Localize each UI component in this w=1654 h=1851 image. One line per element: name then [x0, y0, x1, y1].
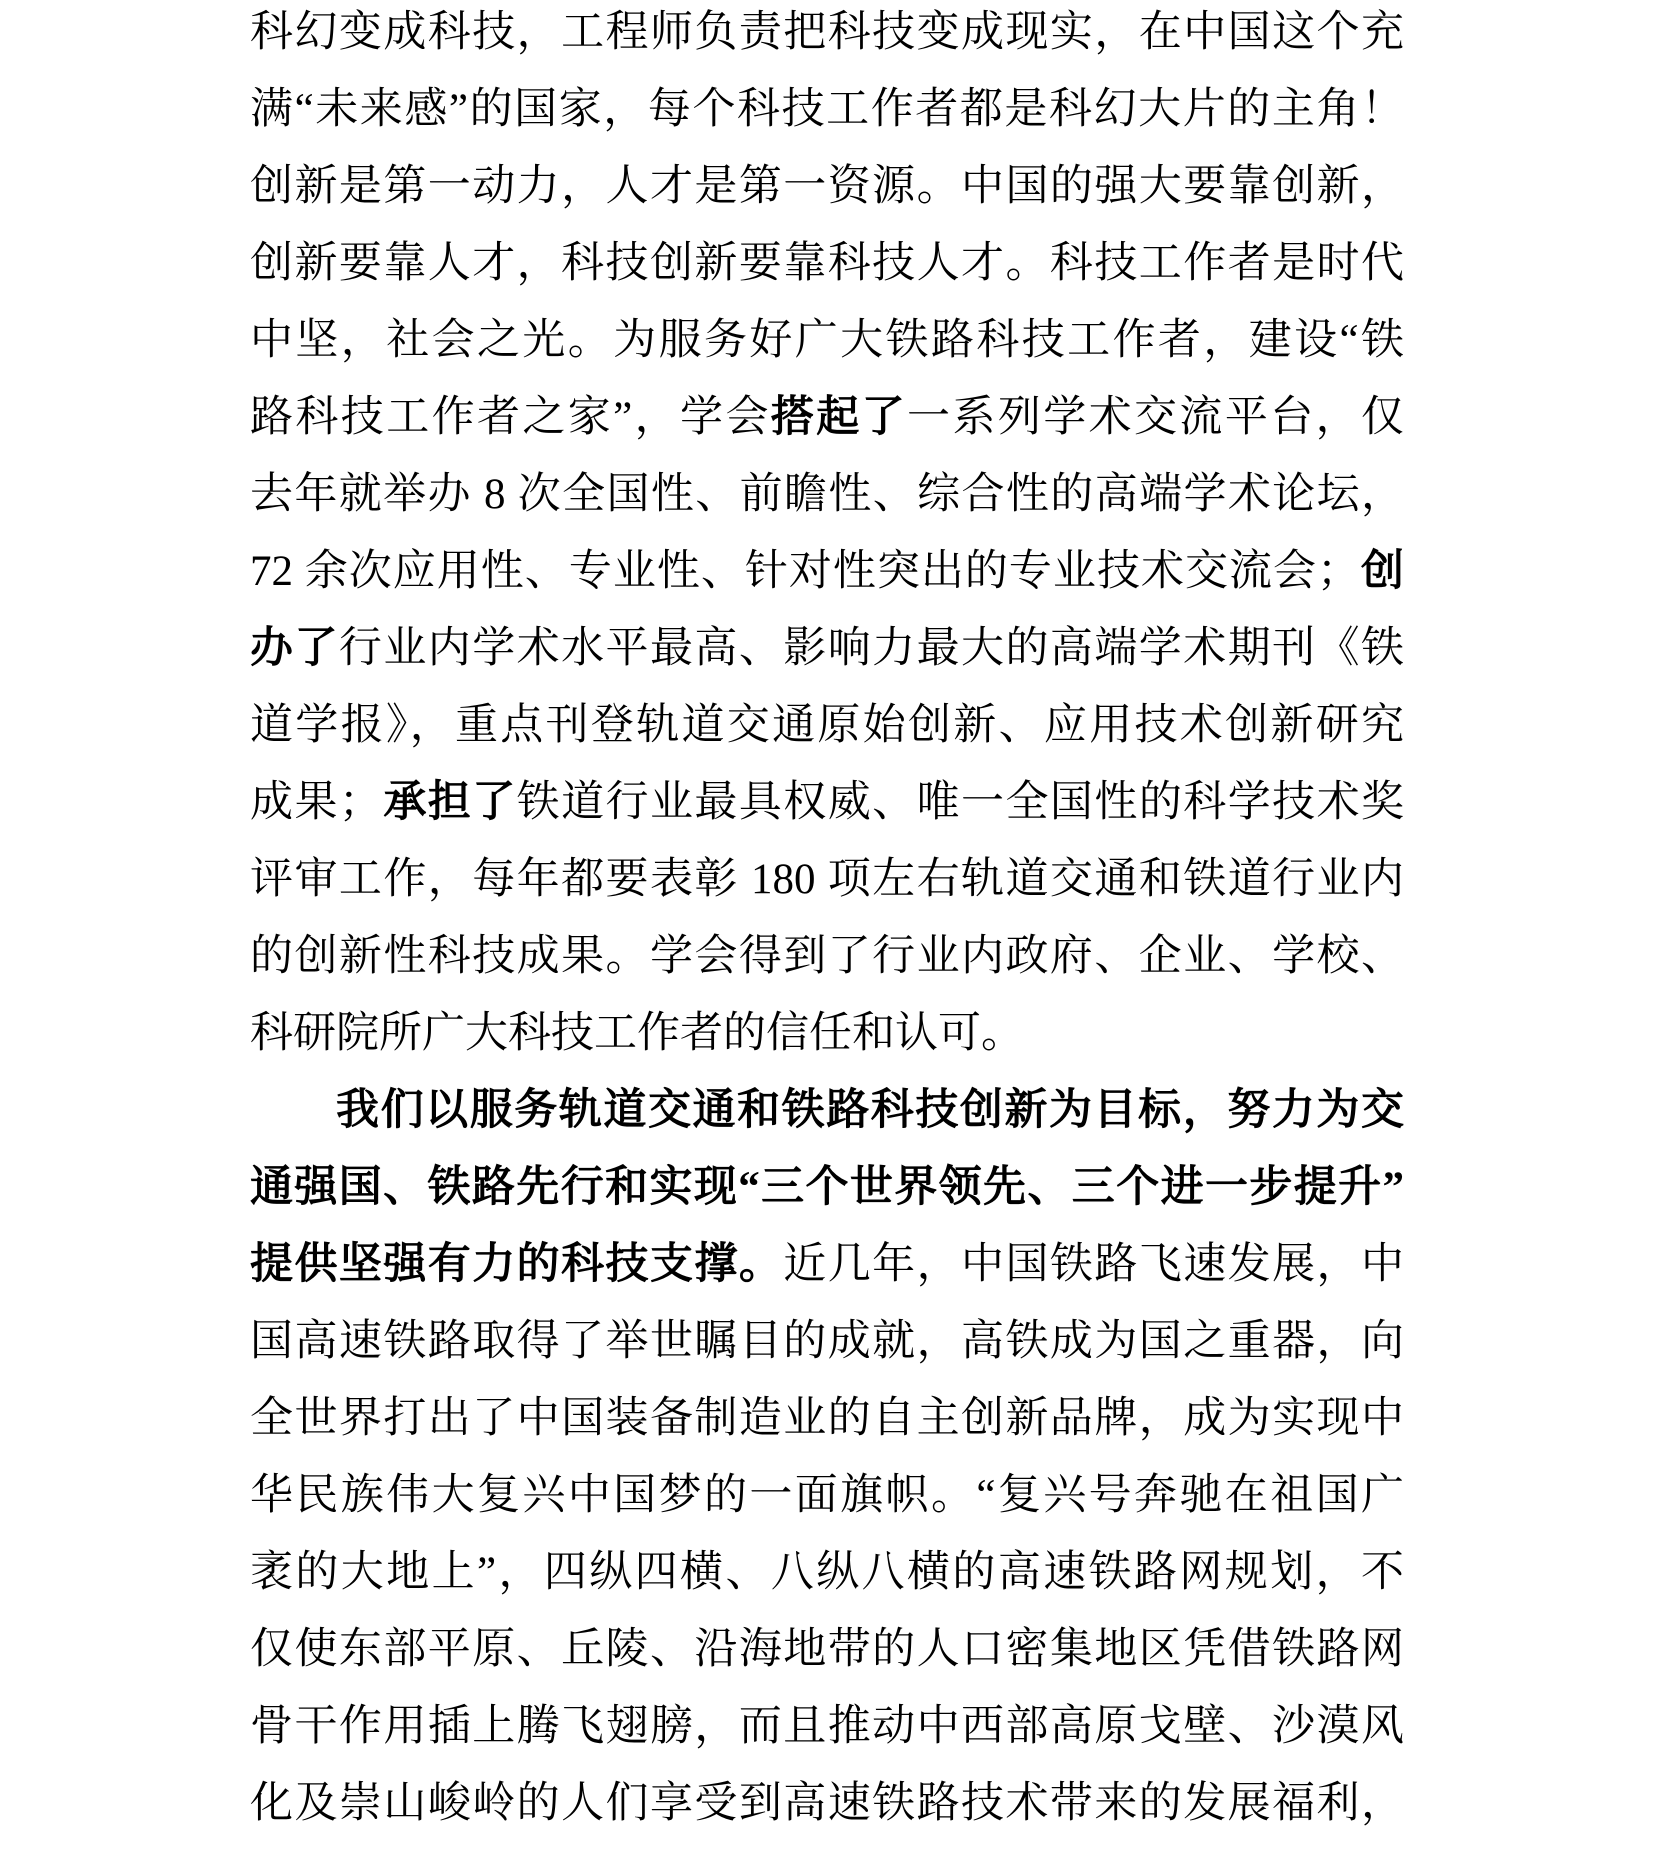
- text-line: [250, 610, 1404, 687]
- text-line: [250, 1072, 1404, 1149]
- text-line: [250, 687, 1404, 764]
- bold-text-run: 办了: [250, 625, 339, 672]
- bold-text-run: 通强国、铁路先行和实现“三个世界领先、三个进一步提升”: [250, 1164, 1404, 1211]
- text-line: [250, 148, 1404, 225]
- text-run: 中坚，社会之光。为服务好广大铁路科技工作者，建设“铁: [250, 317, 1404, 364]
- text-line: [250, 1149, 1404, 1226]
- text-line: [250, 1688, 1404, 1765]
- text-run: 国高速铁路取得了举世瞩目的成就，高铁成为国之重器，向: [250, 1318, 1404, 1365]
- text-line: [250, 1611, 1404, 1688]
- text-run: 化及崇山峻岭的人们享受到高速铁路技术带来的发展福利，: [250, 1780, 1404, 1827]
- text-run: 科研院所广大科技工作者的信任和认可。: [250, 1010, 1024, 1057]
- text-run: 近几年，中国铁路飞速发展，中: [783, 1241, 1405, 1288]
- text-run: 评审工作，每年都要表彰 180 项左右轨道交通和铁道行业内: [250, 856, 1404, 903]
- text-line: [250, 841, 1404, 918]
- text-line: [250, 1457, 1404, 1534]
- text-line: [250, 225, 1404, 302]
- text-line: [250, 0, 1404, 71]
- text-run: 路科技工作者之家”，学会: [250, 394, 771, 441]
- text-run: 行业内学术水平最高、影响力最大的高端学术期刊《铁: [338, 625, 1405, 672]
- text-run: 华民族伟大复兴中国梦的一面旗帜。“复兴号奔驰在祖国广: [250, 1472, 1404, 1519]
- text-run: 创新是第一动力，人才是第一资源。中国的强大要靠创新，: [250, 163, 1404, 210]
- text-line: [250, 1380, 1404, 1457]
- bold-text-run: 我们以服务轨道交通和铁路科技创新为目标，努力为交: [336, 1087, 1404, 1134]
- body-text-column: [250, 0, 1404, 1842]
- text-line: [250, 302, 1404, 379]
- text-run: 创新要靠人才，科技创新要靠科技人才。科技工作者是时代: [250, 240, 1404, 287]
- text-run: 铁道行业最具权威、唯一全国性的科学技术奖: [516, 779, 1405, 826]
- text-run: 72 余次应用性、专业性、针对性突出的专业技术交流会；: [250, 548, 1360, 595]
- text-run: 骨干作用插上腾飞翅膀，而且推动中西部高原戈壁、沙漠风: [250, 1703, 1404, 1750]
- text-run: 成果；: [250, 779, 382, 826]
- text-run: 道学报》，重点刊登轨道交通原始创新、应用技术创新研究: [250, 702, 1404, 749]
- text-run: 仅使东部平原、丘陵、沿海地带的人口密集地区凭借铁路网: [250, 1626, 1404, 1673]
- text-line: [250, 71, 1404, 148]
- text-line: [250, 918, 1404, 995]
- text-run: 一系列学术交流平台，仅: [907, 394, 1405, 441]
- text-run: 科幻变成科技，工程师负责把科技变成现实，在中国这个充: [250, 9, 1404, 56]
- text-line: [250, 1303, 1404, 1380]
- text-run: 满“未来感”的国家，每个科技工作者都是科幻大片的主角！: [250, 86, 1404, 133]
- bold-text-run: 提供坚强有力的科技支撑。: [250, 1241, 784, 1288]
- text-line: [250, 533, 1404, 610]
- bold-text-run: 承担了: [381, 779, 517, 826]
- text-line: [250, 1534, 1404, 1611]
- text-line: [250, 1226, 1404, 1303]
- text-line: [250, 456, 1404, 533]
- text-line: [250, 764, 1404, 841]
- text-run: 的创新性科技成果。学会得到了行业内政府、企业、学校、: [250, 933, 1404, 980]
- text-line: [250, 379, 1404, 456]
- text-run: 去年就举办 8 次全国性、前瞻性、综合性的高端学术论坛，: [250, 471, 1404, 518]
- text-line: [250, 1765, 1404, 1842]
- bold-text-run: 创: [1360, 548, 1405, 595]
- text-run: 袤的大地上”，四纵四横、八纵八横的高速铁路网规划，不: [250, 1549, 1404, 1596]
- text-run: 全世界打出了中国装备制造业的自主创新品牌，成为实现中: [250, 1395, 1404, 1442]
- bold-text-run: 搭起了: [770, 394, 908, 441]
- text-line: [250, 995, 1404, 1072]
